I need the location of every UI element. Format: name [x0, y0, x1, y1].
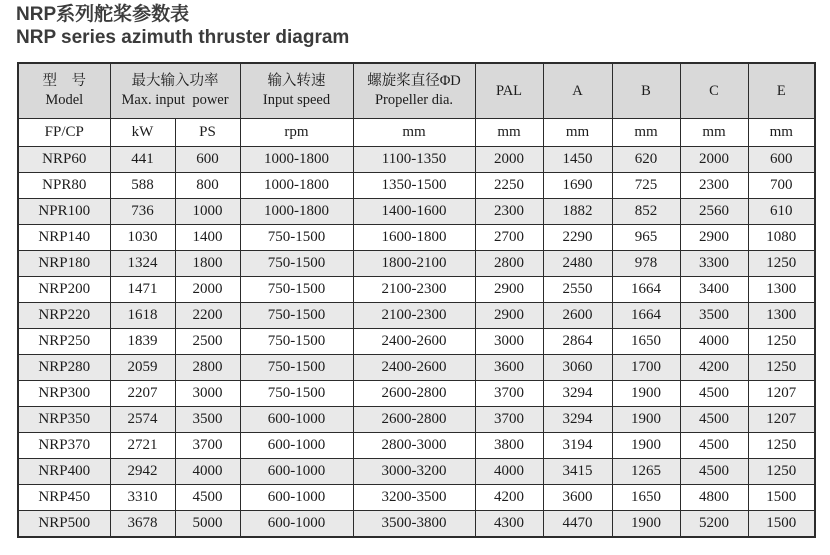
- col-header-c: C: [680, 63, 748, 119]
- value-cell: 725: [612, 173, 680, 199]
- table-row: [18, 199, 815, 225]
- value-cell: 1324: [110, 251, 175, 277]
- value-cell: 1800-2100: [353, 251, 475, 277]
- value-cell: 3700: [475, 407, 543, 433]
- col-header-model: [18, 63, 110, 119]
- unit-cell-mm: mm: [680, 119, 748, 147]
- value-cell: 2800: [175, 355, 240, 381]
- value-cell: 1250: [748, 355, 815, 381]
- unit-cell-mm: mm: [543, 119, 612, 147]
- table-row: [18, 407, 815, 433]
- value-cell: 1650: [612, 485, 680, 511]
- value-cell: 978: [612, 251, 680, 277]
- col-header-input-speed: [240, 63, 353, 119]
- value-cell: 965: [612, 225, 680, 251]
- value-cell: 700: [748, 173, 815, 199]
- value-cell: 750-1500: [240, 251, 353, 277]
- value-cell: 2200: [175, 303, 240, 329]
- value-cell: 2000: [475, 147, 543, 173]
- table-row: [18, 485, 815, 511]
- value-cell: 3500: [175, 407, 240, 433]
- value-cell: 750-1500: [240, 277, 353, 303]
- value-cell: 3000: [175, 381, 240, 407]
- value-cell: 3500-3800: [353, 511, 475, 538]
- value-cell: 4200: [680, 355, 748, 381]
- model-cell: NRP400: [18, 459, 110, 485]
- value-cell: 750-1500: [240, 303, 353, 329]
- model-cell: NRP370: [18, 433, 110, 459]
- value-cell: 750-1500: [240, 329, 353, 355]
- value-cell: 1400: [175, 225, 240, 251]
- value-cell: 2480: [543, 251, 612, 277]
- value-cell: 600-1000: [240, 433, 353, 459]
- unit-cell-ps: PS: [175, 119, 240, 147]
- value-cell: 588: [110, 173, 175, 199]
- value-cell: 2721: [110, 433, 175, 459]
- unit-cell-kw: kW: [110, 119, 175, 147]
- value-cell: 1265: [612, 459, 680, 485]
- value-cell: 600: [748, 147, 815, 173]
- table-row: [18, 251, 815, 277]
- col-header-pal: PAL: [475, 63, 543, 119]
- table-row: [18, 147, 815, 173]
- table-row: [18, 433, 815, 459]
- value-cell: 1450: [543, 147, 612, 173]
- value-cell: 2100-2300: [353, 277, 475, 303]
- value-cell: 1500: [748, 511, 815, 538]
- value-cell: 3060: [543, 355, 612, 381]
- value-cell: 3400: [680, 277, 748, 303]
- col-header-model-zh: 型 号: [42, 73, 86, 89]
- table-row: [18, 303, 815, 329]
- value-cell: 600-1000: [240, 511, 353, 538]
- value-cell: 2800-3000: [353, 433, 475, 459]
- table-row: [18, 329, 815, 355]
- value-cell: 1600-1800: [353, 225, 475, 251]
- value-cell: 3000-3200: [353, 459, 475, 485]
- table-row: [18, 225, 815, 251]
- table-body: [18, 147, 815, 538]
- model-cell: NRP300: [18, 381, 110, 407]
- value-cell: 1400-1600: [353, 199, 475, 225]
- value-cell: 3294: [543, 407, 612, 433]
- col-header-max-input-power: [110, 63, 240, 119]
- value-cell: 1000: [175, 199, 240, 225]
- value-cell: 1207: [748, 381, 815, 407]
- table-units-row: [18, 119, 815, 147]
- page-title-en: NRP series azimuth thruster diagram: [16, 27, 350, 48]
- table-row: [18, 459, 815, 485]
- value-cell: 3700: [175, 433, 240, 459]
- value-cell: 2574: [110, 407, 175, 433]
- value-cell: 1250: [748, 459, 815, 485]
- value-cell: 3200-3500: [353, 485, 475, 511]
- model-cell: NRP450: [18, 485, 110, 511]
- value-cell: 1882: [543, 199, 612, 225]
- value-cell: 1664: [612, 277, 680, 303]
- value-cell: 1207: [748, 407, 815, 433]
- value-cell: 852: [612, 199, 680, 225]
- value-cell: 2400-2600: [353, 329, 475, 355]
- col-header-b: B: [612, 63, 680, 119]
- unit-cell-rpm: rpm: [240, 119, 353, 147]
- value-cell: 4500: [175, 485, 240, 511]
- value-cell: 1350-1500: [353, 173, 475, 199]
- unit-cell-mm: mm: [353, 119, 475, 147]
- value-cell: 3294: [543, 381, 612, 407]
- value-cell: 1300: [748, 303, 815, 329]
- model-cell: NRP200: [18, 277, 110, 303]
- value-cell: 1000-1800: [240, 199, 353, 225]
- value-cell: 600-1000: [240, 459, 353, 485]
- value-cell: 1250: [748, 251, 815, 277]
- value-cell: 2900: [475, 277, 543, 303]
- value-cell: 2700: [475, 225, 543, 251]
- value-cell: 2207: [110, 381, 175, 407]
- value-cell: 4500: [680, 407, 748, 433]
- value-cell: 4200: [475, 485, 543, 511]
- value-cell: 750-1500: [240, 355, 353, 381]
- value-cell: 1839: [110, 329, 175, 355]
- model-cell: NRP180: [18, 251, 110, 277]
- value-cell: 800: [175, 173, 240, 199]
- value-cell: 4000: [680, 329, 748, 355]
- table-row: [18, 355, 815, 381]
- value-cell: 4500: [680, 459, 748, 485]
- model-cell: NRP60: [18, 147, 110, 173]
- value-cell: 600-1000: [240, 485, 353, 511]
- value-cell: 1100-1350: [353, 147, 475, 173]
- unit-cell-mm: mm: [475, 119, 543, 147]
- value-cell: 1618: [110, 303, 175, 329]
- value-cell: 1000-1800: [240, 147, 353, 173]
- unit-cell-mm: mm: [748, 119, 815, 147]
- value-cell: 4000: [475, 459, 543, 485]
- value-cell: 2560: [680, 199, 748, 225]
- value-cell: 2900: [475, 303, 543, 329]
- model-cell: NPR80: [18, 173, 110, 199]
- value-cell: 1250: [748, 329, 815, 355]
- value-cell: 4300: [475, 511, 543, 538]
- col-header-power-zh: 最大输入功率: [131, 73, 219, 89]
- value-cell: 620: [612, 147, 680, 173]
- col-header-a: A: [543, 63, 612, 119]
- value-cell: 3600: [475, 355, 543, 381]
- value-cell: 2400-2600: [353, 355, 475, 381]
- value-cell: 2290: [543, 225, 612, 251]
- value-cell: 4500: [680, 381, 748, 407]
- value-cell: 750-1500: [240, 225, 353, 251]
- table-header-row: [18, 63, 815, 119]
- value-cell: 3600: [543, 485, 612, 511]
- model-cell: NRP280: [18, 355, 110, 381]
- unit-cell-mm: mm: [612, 119, 680, 147]
- value-cell: 4000: [175, 459, 240, 485]
- value-cell: 1500: [748, 485, 815, 511]
- table-row: [18, 173, 815, 199]
- value-cell: 2250: [475, 173, 543, 199]
- model-cell: NPR100: [18, 199, 110, 225]
- value-cell: 3194: [543, 433, 612, 459]
- value-cell: 4800: [680, 485, 748, 511]
- value-cell: 3500: [680, 303, 748, 329]
- col-header-model-en: Model: [45, 92, 84, 108]
- value-cell: 1000-1800: [240, 173, 353, 199]
- value-cell: 1700: [612, 355, 680, 381]
- model-cell: NRP250: [18, 329, 110, 355]
- value-cell: 3700: [475, 381, 543, 407]
- value-cell: 2000: [175, 277, 240, 303]
- value-cell: 1900: [612, 511, 680, 538]
- value-cell: 3000: [475, 329, 543, 355]
- value-cell: 2059: [110, 355, 175, 381]
- value-cell: 610: [748, 199, 815, 225]
- col-header-speed-zh: 输入转速: [267, 73, 326, 89]
- value-cell: 1900: [612, 433, 680, 459]
- thruster-parameters-table: [17, 62, 816, 538]
- value-cell: 600-1000: [240, 407, 353, 433]
- value-cell: 1300: [748, 277, 815, 303]
- value-cell: 2900: [680, 225, 748, 251]
- table-row: [18, 277, 815, 303]
- value-cell: 3415: [543, 459, 612, 485]
- value-cell: 600: [175, 147, 240, 173]
- value-cell: 3678: [110, 511, 175, 538]
- value-cell: 1900: [612, 407, 680, 433]
- value-cell: 3310: [110, 485, 175, 511]
- value-cell: 3300: [680, 251, 748, 277]
- value-cell: 1800: [175, 251, 240, 277]
- col-header-prop-en: Propeller dia.: [374, 92, 454, 108]
- value-cell: 1080: [748, 225, 815, 251]
- value-cell: 4470: [543, 511, 612, 538]
- value-cell: 2942: [110, 459, 175, 485]
- page-title-zh: NRP系列舵桨参数表: [16, 4, 190, 25]
- value-cell: 1250: [748, 433, 815, 459]
- value-cell: 1030: [110, 225, 175, 251]
- col-header-e: E: [748, 63, 815, 119]
- value-cell: 441: [110, 147, 175, 173]
- value-cell: 736: [110, 199, 175, 225]
- value-cell: 1900: [612, 381, 680, 407]
- value-cell: 2300: [680, 173, 748, 199]
- model-cell: NRP500: [18, 511, 110, 538]
- value-cell: 750-1500: [240, 381, 353, 407]
- model-cell: NRP140: [18, 225, 110, 251]
- value-cell: 2864: [543, 329, 612, 355]
- model-cell: NRP350: [18, 407, 110, 433]
- value-cell: 1664: [612, 303, 680, 329]
- value-cell: 3800: [475, 433, 543, 459]
- value-cell: 2600-2800: [353, 407, 475, 433]
- model-cell: NRP220: [18, 303, 110, 329]
- value-cell: 2600: [543, 303, 612, 329]
- col-header-speed-en: Input speed: [262, 92, 331, 108]
- value-cell: 5000: [175, 511, 240, 538]
- value-cell: 2800: [475, 251, 543, 277]
- table-row: [18, 511, 815, 538]
- value-cell: 2000: [680, 147, 748, 173]
- value-cell: 2300: [475, 199, 543, 225]
- value-cell: 1690: [543, 173, 612, 199]
- value-cell: 5200: [680, 511, 748, 538]
- table-row: [18, 381, 815, 407]
- col-header-propeller-dia: [353, 63, 475, 119]
- value-cell: 2100-2300: [353, 303, 475, 329]
- unit-cell-fpcp: FP/CP: [18, 119, 110, 147]
- value-cell: 1471: [110, 277, 175, 303]
- value-cell: 2500: [175, 329, 240, 355]
- col-header-power-en: Max. input power: [121, 92, 229, 108]
- value-cell: 2600-2800: [353, 381, 475, 407]
- value-cell: 1650: [612, 329, 680, 355]
- value-cell: 2550: [543, 277, 612, 303]
- col-header-prop-zh: 螺旋桨直径ΦD: [367, 73, 461, 89]
- value-cell: 4500: [680, 433, 748, 459]
